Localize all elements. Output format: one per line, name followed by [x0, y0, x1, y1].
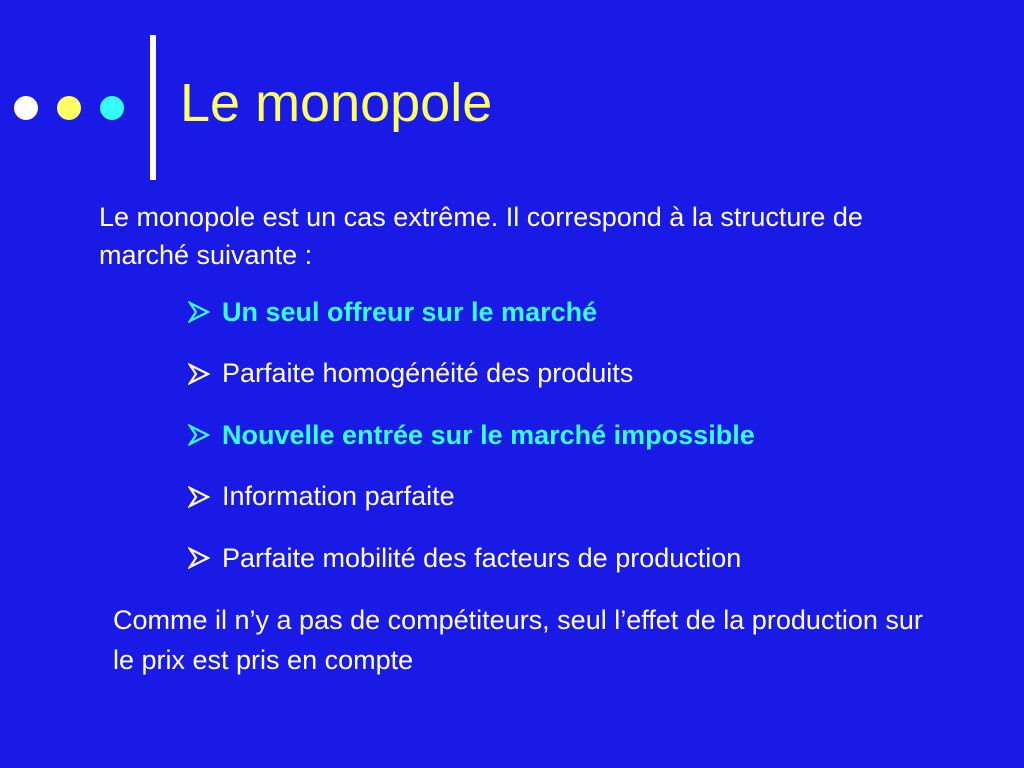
- cyan-dot-icon: [100, 96, 124, 120]
- slide-title: Le monopole: [180, 73, 493, 133]
- arrowhead-bullet-icon: [188, 486, 222, 508]
- decorative-dots: [14, 96, 124, 120]
- bullet-item: [188, 289, 755, 335]
- conclusion-text: Comme il n’y a pas de compétiteurs, seul l’effet de la production sur le prix est pris en compte: [113, 605, 923, 675]
- bullet-list: [188, 289, 755, 597]
- title-divider: [150, 35, 156, 180]
- intro-text: Le monopole est un cas extrême. Il correspond à la structure de marché suivante :: [99, 202, 863, 270]
- yellow-dot-icon: [57, 96, 81, 120]
- bullet-item: [188, 535, 755, 581]
- bullet-item: [188, 351, 755, 397]
- bullet-item: [188, 412, 755, 458]
- bullet-text: Parfaite mobilité des facteurs de production: [222, 542, 742, 573]
- arrowhead-bullet-icon: [188, 547, 222, 569]
- bullet-item: [188, 474, 755, 520]
- bullet-text: Parfaite homogénéité des produits: [222, 358, 634, 388]
- arrowhead-bullet-icon: [188, 424, 222, 446]
- white-dot-icon: [14, 96, 38, 120]
- bullet-text: Un seul offreur sur le marché: [222, 296, 598, 327]
- bullet-text: Information parfaite: [222, 481, 455, 511]
- arrowhead-bullet-icon: [188, 301, 222, 323]
- arrowhead-bullet-icon: [188, 363, 222, 385]
- bullet-text: Nouvelle entrée sur le marché impossible: [222, 419, 755, 450]
